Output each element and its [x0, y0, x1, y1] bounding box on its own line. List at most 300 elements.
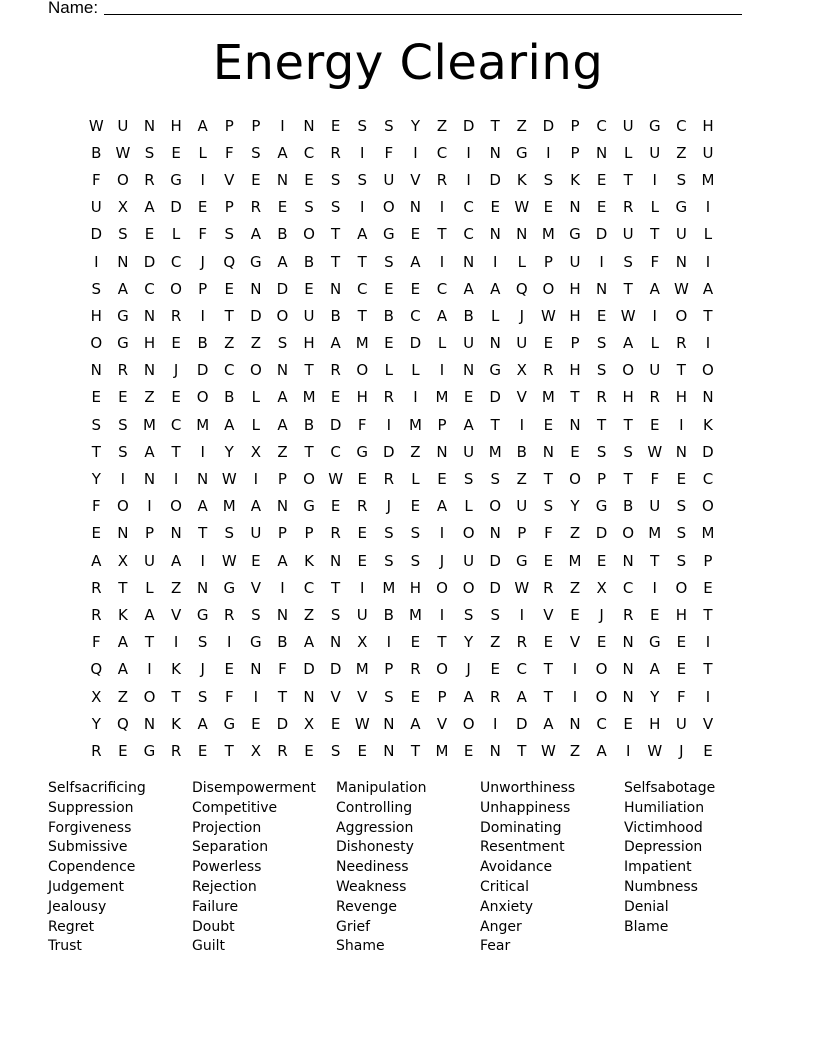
grid-letter: E — [570, 442, 580, 461]
grid-letter: E — [277, 198, 288, 217]
grid-letter: G — [170, 170, 182, 189]
grid-letter: E — [171, 388, 181, 407]
grid-letter: R — [91, 578, 102, 597]
grid-letter: M — [196, 415, 210, 434]
grid-letter: H — [622, 388, 634, 407]
grid-letter: O — [382, 198, 395, 217]
grid-letter: I — [439, 361, 445, 380]
grid-letter: M — [541, 225, 555, 244]
grid-letter: E — [410, 225, 421, 244]
grid-letter: E — [676, 660, 687, 679]
grid-letter: N — [702, 388, 714, 407]
grid-letter: G — [515, 143, 528, 162]
word-item: Anxiety — [480, 898, 534, 915]
grid-letter: W — [647, 741, 663, 760]
grid-letter: I — [200, 551, 205, 570]
grid-letter: U — [622, 116, 634, 135]
word-item: Fear — [480, 938, 511, 955]
grid-letter: T — [676, 361, 686, 380]
grid-letter: G — [303, 497, 315, 516]
grid-letter: U — [90, 198, 102, 217]
grid-letter: E — [623, 714, 633, 733]
grid-letter: M — [435, 741, 449, 760]
grid-letter: A — [277, 143, 288, 162]
grid-letter: F — [224, 143, 234, 162]
grid-letter: T — [623, 279, 633, 298]
grid-letter: A — [463, 415, 474, 434]
grid-letter: I — [227, 633, 232, 652]
word-item: Depression — [624, 839, 703, 856]
word-item: Resentment — [480, 839, 565, 856]
grid-letter: R — [277, 741, 288, 760]
word-item: Revenge — [336, 898, 397, 915]
grid-letter: A — [277, 252, 288, 271]
grid-letter: F — [278, 660, 287, 679]
grid-letter: V — [569, 633, 581, 652]
grid-letter: E — [91, 388, 102, 407]
grid-letter: G — [117, 306, 129, 325]
grid-letter: N — [303, 116, 315, 135]
grid-letter: T — [543, 687, 553, 706]
grid-letter: E — [596, 170, 607, 189]
grid-letter: O — [462, 578, 475, 597]
grid-letter: C — [436, 143, 448, 162]
grid-letter: Q — [90, 660, 103, 679]
grid-letter: H — [569, 306, 581, 325]
grid-letter: S — [384, 252, 394, 271]
grid-letter: D — [196, 361, 209, 380]
grid-letter: A — [649, 660, 660, 679]
grid-letter: M — [568, 551, 582, 570]
grid-letter: T — [331, 578, 341, 597]
grid-letter: N — [489, 143, 501, 162]
grid-letter: Q — [223, 252, 236, 271]
grid-letter: I — [253, 470, 259, 489]
grid-letter: A — [277, 551, 288, 570]
grid-letter: X — [91, 687, 102, 706]
grid-letter: J — [466, 660, 471, 679]
word-item: Humiliation — [624, 799, 705, 816]
grid-letter: F — [384, 143, 394, 162]
grid-letter: C — [463, 225, 474, 244]
grid-letter: U — [649, 361, 661, 380]
word-item: Powerless — [192, 859, 262, 876]
grid-letter: E — [703, 578, 713, 597]
grid-letter: A — [117, 633, 129, 652]
grid-letter: D — [276, 714, 289, 733]
grid-letter: I — [546, 143, 551, 162]
grid-letter: N — [276, 497, 289, 516]
grid-letter: A — [224, 415, 235, 434]
grid-letter: T — [91, 442, 101, 461]
grid-letter: R — [543, 578, 554, 597]
grid-letter: I — [492, 714, 498, 733]
grid-letter: S — [384, 551, 394, 570]
grid-letter: Z — [277, 442, 288, 461]
grid-letter: E — [596, 306, 607, 325]
word-item: Competitive — [192, 799, 278, 816]
grid-letter: U — [702, 143, 714, 162]
word-item: Trust — [48, 938, 82, 955]
grid-letter: C — [170, 252, 182, 271]
grid-letter: F — [650, 252, 660, 271]
grid-letter: H — [90, 306, 102, 325]
grid-letter: J — [200, 660, 205, 679]
grid-letter: G — [196, 605, 209, 624]
grid-letter: A — [463, 687, 474, 706]
grid-letter: S — [144, 143, 155, 162]
grid-letter: B — [91, 143, 102, 162]
grid-letter: N — [622, 551, 634, 570]
grid-letter: S — [463, 470, 474, 489]
word-column — [336, 779, 480, 957]
grid-letter: E — [543, 633, 554, 652]
grid-letter: N — [383, 741, 395, 760]
grid-letter: Z — [410, 442, 421, 461]
grid-letter: E — [171, 334, 181, 353]
grid-letter: I — [705, 633, 711, 652]
grid-letter: D — [702, 442, 714, 461]
grid-letter: T — [623, 470, 633, 489]
grid-letter: O — [622, 361, 635, 380]
grid-letter: V — [410, 170, 421, 189]
grid-letter: W — [620, 306, 636, 325]
grid-letter: E — [650, 415, 660, 434]
grid-letter: M — [355, 334, 369, 353]
grid-letter: V — [543, 605, 554, 624]
grid-letter: T — [304, 442, 314, 461]
grid-letter: G — [250, 252, 262, 271]
grid-letter: W — [221, 551, 237, 570]
grid-letter: L — [251, 415, 261, 434]
grid-letter: R — [436, 170, 448, 189]
grid-letter: S — [490, 470, 500, 489]
grid-letter: T — [596, 415, 607, 434]
grid-letter: K — [171, 660, 181, 679]
word-item: Forgiveness — [48, 819, 132, 836]
grid-letter: E — [463, 741, 474, 760]
grid-letter: E — [543, 334, 554, 353]
grid-letter: E — [197, 198, 208, 217]
word-item: Regret — [48, 918, 95, 935]
grid-letter: S — [330, 198, 341, 217]
word-item: Denial — [624, 898, 669, 915]
grid-letter: O — [170, 279, 182, 298]
grid-letter: S — [623, 442, 633, 461]
grid-letter: L — [171, 225, 181, 244]
word-item: Grief — [336, 918, 371, 935]
grid-letter: G — [383, 225, 395, 244]
word-item: Projection — [192, 819, 262, 836]
grid-letter: V — [224, 170, 235, 189]
grid-letter: L — [437, 334, 447, 353]
word-item: Selfsabotage — [624, 780, 716, 796]
grid-letter: R — [383, 470, 395, 489]
grid-letter: I — [360, 143, 365, 162]
grid-letter: I — [572, 660, 578, 679]
grid-letter: B — [623, 497, 634, 516]
grid-letter: O — [675, 306, 688, 325]
grid-letter: B — [463, 306, 474, 325]
grid-letter: M — [355, 660, 369, 679]
grid-letter: N — [489, 741, 501, 760]
grid-letter: M — [408, 415, 422, 434]
grid-letter: Z — [516, 470, 527, 489]
name-underline[interactable] — [104, 13, 742, 15]
grid-letter: O — [143, 687, 156, 706]
grid-letter: E — [676, 633, 687, 652]
grid-letter: D — [489, 551, 501, 570]
grid-letter: B — [277, 633, 288, 652]
grid-letter: O — [595, 660, 608, 679]
grid-letter: N — [170, 524, 182, 543]
grid-letter: P — [277, 524, 287, 543]
grid-letter: T — [543, 660, 553, 679]
word-item: Suppression — [48, 799, 134, 816]
word-item: Manipulation — [336, 780, 427, 796]
grid-letter: E — [703, 741, 713, 760]
grid-letter: G — [117, 334, 129, 353]
grid-letter: P — [703, 551, 713, 570]
grid-letter: F — [650, 470, 660, 489]
grid-letter: E — [463, 388, 474, 407]
grid-letter: T — [703, 660, 713, 679]
grid-letter: A — [277, 388, 288, 407]
grid-letter: O — [436, 660, 448, 679]
grid-letter: E — [251, 551, 261, 570]
grid-letter: T — [357, 306, 367, 325]
grid-letter: N — [489, 524, 501, 543]
word-item: Critical — [480, 878, 529, 895]
grid-letter: T — [410, 741, 420, 760]
grid-letter: P — [277, 470, 287, 489]
grid-letter: F — [91, 497, 101, 516]
grid-letter: G — [595, 497, 608, 516]
grid-letter: S — [197, 633, 208, 652]
grid-letter: E — [570, 605, 580, 624]
grid-letter: C — [596, 714, 607, 733]
grid-letter: N — [436, 442, 448, 461]
grid-letter: N — [117, 252, 129, 271]
grid-letter: N — [276, 361, 289, 380]
grid-letter: O — [675, 578, 688, 597]
grid-letter: R — [170, 741, 182, 760]
grid-letter: W — [354, 714, 370, 733]
grid-letter: E — [330, 116, 341, 135]
grid-letter: M — [701, 170, 715, 189]
grid-letter: I — [705, 334, 711, 353]
grid-letter: C — [224, 361, 235, 380]
grid-letter: I — [519, 605, 525, 624]
grid-letter: N — [542, 442, 554, 461]
grid-letter: A — [649, 279, 660, 298]
grid-letter: Z — [676, 143, 687, 162]
grid-letter: W — [328, 470, 344, 489]
grid-letter: Z — [144, 388, 155, 407]
grid-letter: C — [303, 143, 315, 162]
grid-letter: A — [410, 252, 421, 271]
grid-letter: E — [357, 741, 367, 760]
grid-letter: J — [386, 497, 392, 516]
grid-letter: A — [623, 334, 634, 353]
grid-letter: G — [223, 714, 236, 733]
grid-letter: M — [648, 524, 662, 543]
grid-letter: E — [357, 470, 367, 489]
grid-letter: M — [488, 442, 502, 461]
name-field[interactable] — [48, 0, 742, 18]
word-item: Unhappiness — [480, 799, 571, 816]
grid-letter: P — [517, 524, 527, 543]
grid-letter: N — [197, 470, 209, 489]
grid-letter: A — [543, 714, 554, 733]
grid-letter: P — [437, 415, 447, 434]
word-list — [48, 779, 768, 957]
grid-letter: O — [542, 279, 555, 298]
grid-letter: S — [384, 687, 394, 706]
grid-letter: E — [91, 524, 102, 543]
grid-letter: T — [570, 388, 580, 407]
grid-letter: N — [595, 279, 608, 298]
word-item: Controlling — [336, 799, 413, 816]
grid-letter: L — [623, 143, 633, 162]
grid-letter: O — [462, 524, 475, 543]
word-item: Disempowerment — [192, 780, 316, 796]
grid-letter: U — [383, 170, 395, 189]
grid-letter: T — [490, 116, 500, 135]
grid-letter: R — [516, 633, 528, 652]
grid-letter: I — [413, 143, 418, 162]
grid-letter: S — [623, 252, 633, 271]
grid-letter: O — [622, 524, 635, 543]
grid-letter: N — [330, 633, 342, 652]
grid-letter: B — [277, 225, 288, 244]
grid-letter: C — [330, 442, 341, 461]
grid-letter: P — [597, 470, 607, 489]
grid-letter: O — [436, 578, 448, 597]
grid-letter: T — [703, 605, 713, 624]
grid-letter: S — [596, 334, 607, 353]
grid-letter: W — [673, 279, 689, 298]
word-column — [192, 779, 336, 957]
grid-letter: G — [143, 741, 156, 760]
grid-letter: N — [409, 198, 422, 217]
word-item: Rejection — [192, 878, 257, 895]
grid-letter: T — [224, 741, 234, 760]
grid-letter: I — [652, 170, 657, 189]
grid-letter: G — [356, 442, 369, 461]
grid-letter: S — [676, 551, 687, 570]
grid-letter: A — [277, 415, 288, 434]
grid-letter: N — [622, 687, 634, 706]
grid-letter: P — [437, 687, 447, 706]
grid-letter: T — [171, 442, 181, 461]
grid-letter: E — [384, 279, 394, 298]
grid-letter: K — [570, 170, 580, 189]
grid-letter: A — [197, 714, 208, 733]
grid-letter: K — [703, 415, 713, 434]
grid-letter: N — [569, 415, 581, 434]
grid-letter: L — [491, 306, 500, 325]
grid-letter: I — [652, 306, 657, 325]
grid-letter: N — [143, 714, 156, 733]
grid-letter: A — [250, 225, 261, 244]
grid-letter: I — [492, 252, 498, 271]
grid-letter: R — [649, 388, 660, 407]
grid-letter: D — [542, 116, 555, 135]
grid-letter: E — [330, 714, 341, 733]
grid-letter: D — [462, 116, 475, 135]
grid-letter: Z — [490, 633, 501, 652]
grid-letter: Y — [410, 116, 420, 135]
grid-letter: J — [439, 551, 445, 570]
grid-letter: A — [702, 279, 714, 298]
grid-letter: R — [330, 143, 341, 162]
grid-letter: C — [356, 279, 368, 298]
grid-letter: B — [303, 252, 315, 271]
grid-letter: I — [625, 741, 631, 760]
grid-letter: L — [650, 334, 659, 353]
grid-letter: G — [250, 633, 262, 652]
grid-letter: R — [676, 334, 687, 353]
grid-letter: M — [435, 388, 449, 407]
grid-letter: Z — [303, 605, 315, 624]
grid-letter: L — [411, 470, 420, 489]
grid-letter: U — [569, 252, 581, 271]
grid-letter: E — [410, 279, 421, 298]
grid-letter: P — [224, 198, 234, 217]
grid-letter: C — [676, 116, 687, 135]
grid-letter: J — [599, 605, 604, 624]
grid-letter: E — [144, 225, 155, 244]
grid-letter: A — [330, 334, 341, 353]
grid-letter: M — [302, 388, 316, 407]
grid-letter: U — [463, 551, 475, 570]
grid-letter: U — [463, 334, 475, 353]
grid-letter: Y — [650, 687, 660, 706]
grid-letter: I — [679, 415, 684, 434]
grid-letter: E — [330, 388, 341, 407]
grid-letter: U — [250, 524, 262, 543]
grid-letter: T — [198, 524, 208, 543]
grid-letter: E — [304, 170, 314, 189]
grid-letter: X — [250, 741, 261, 760]
grid-letter: S — [357, 116, 367, 135]
grid-letter: R — [224, 605, 235, 624]
grid-letter: B — [303, 415, 315, 434]
grid-letter: I — [147, 660, 152, 679]
grid-letter: A — [197, 116, 208, 135]
grid-letter: L — [145, 578, 154, 597]
grid-letter: D — [250, 306, 262, 325]
grid-letter: T — [703, 306, 713, 325]
grid-letter: N — [250, 660, 262, 679]
grid-letter: C — [144, 279, 155, 298]
grid-letter: D — [329, 660, 342, 679]
grid-letter: O — [249, 361, 262, 380]
grid-letter: I — [572, 687, 578, 706]
grid-letter: X — [117, 551, 129, 570]
grid-letter: I — [439, 252, 445, 271]
grid-letter: E — [543, 551, 554, 570]
grid-letter: Q — [116, 714, 129, 733]
grid-letter: Q — [515, 279, 528, 298]
grid-letter: G — [515, 551, 528, 570]
grid-letter: S — [410, 551, 421, 570]
grid-letter: D — [489, 388, 501, 407]
grid-letter: D — [516, 714, 528, 733]
grid-letter: W — [647, 442, 663, 461]
grid-letter: N — [276, 170, 289, 189]
